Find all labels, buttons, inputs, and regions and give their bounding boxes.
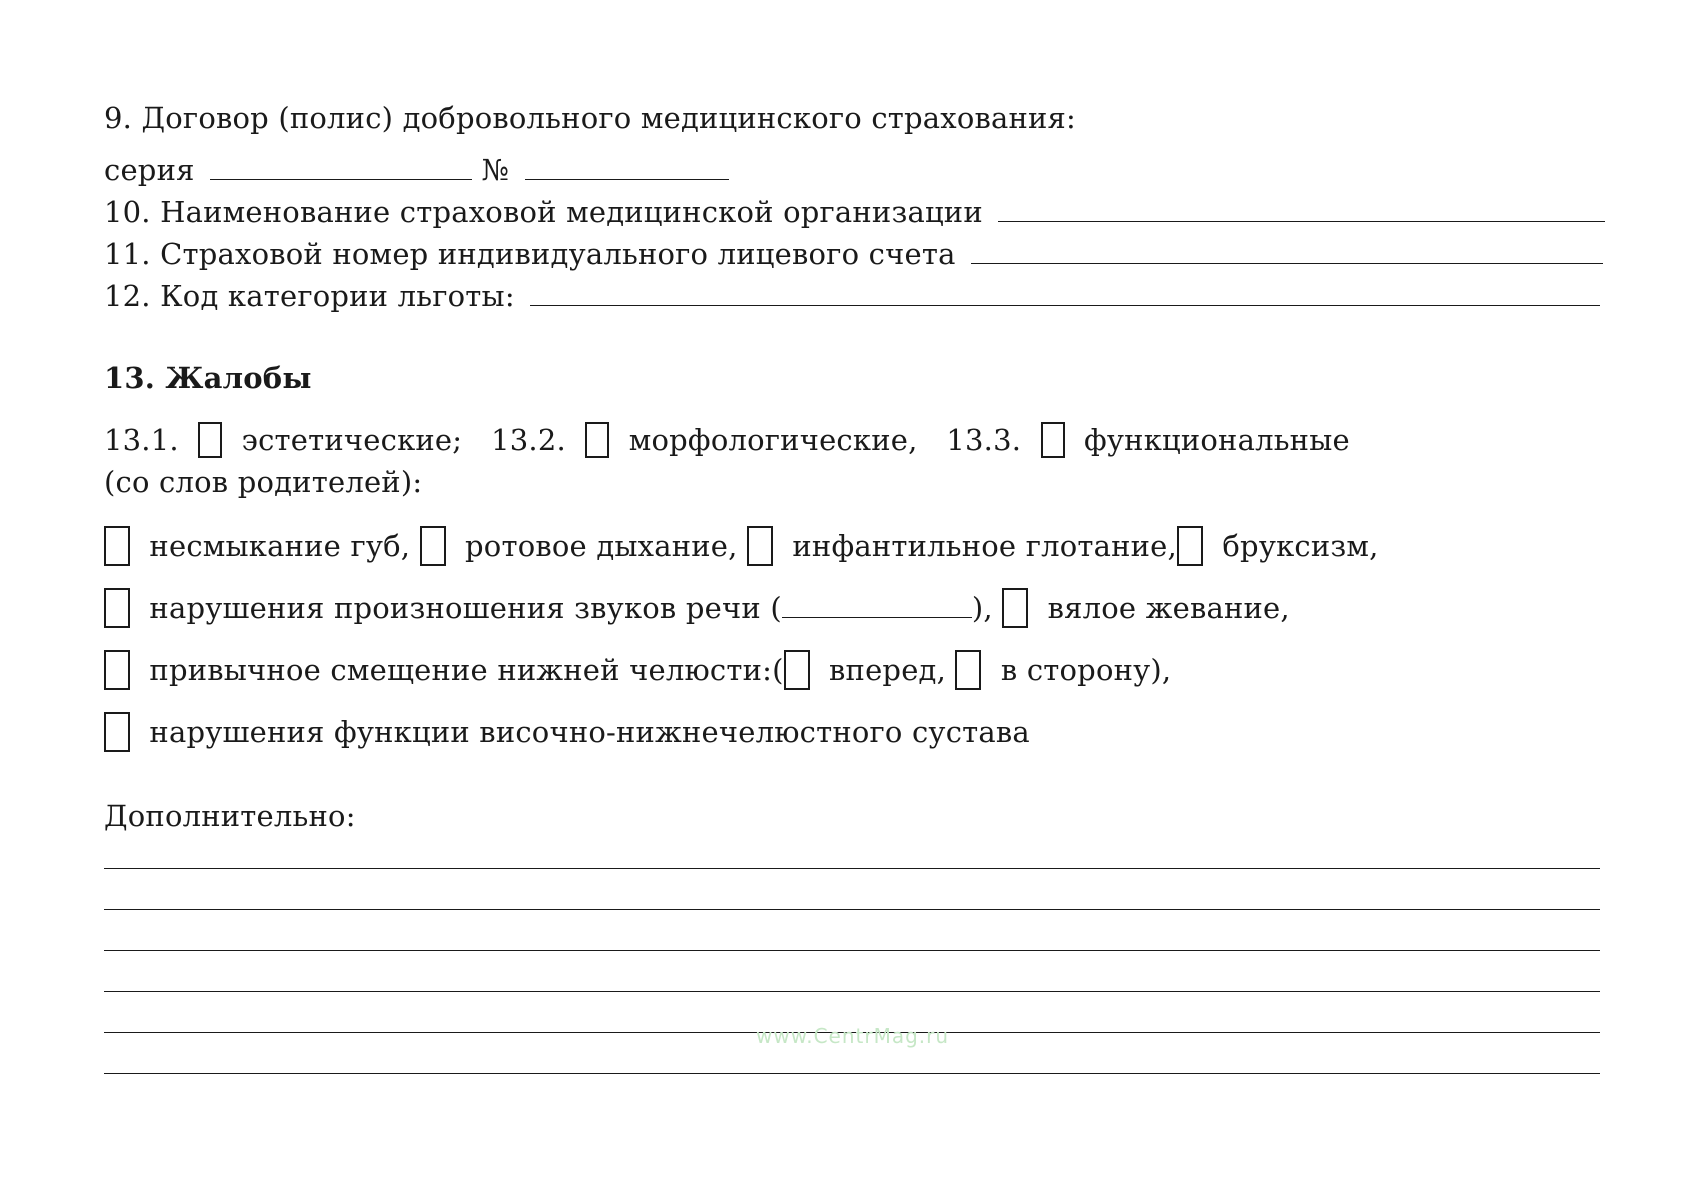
number-field[interactable] <box>525 153 729 180</box>
speech-checkbox[interactable] <box>104 588 130 628</box>
complaint-131-number: 13.1. <box>104 423 179 457</box>
infantile-swallowing-label: инфантильное глотание, <box>792 529 1177 563</box>
benefit-code-label: 12. Код категории льготы: <box>104 279 515 313</box>
jaw-shift-label: привычное смещение нижней челюсти:( <box>149 653 784 687</box>
forward-label: вперед, <box>829 653 947 687</box>
lips-checkbox[interactable] <box>104 526 130 566</box>
tmj-label: нарушения функции височно-нижнечелюстного сустава <box>149 715 1030 749</box>
complaint-133-number: 13.3. <box>946 423 1022 457</box>
infantile-swallowing-checkbox[interactable] <box>747 526 773 566</box>
additional-line-6[interactable] <box>104 1073 1600 1074</box>
additional-line-1[interactable] <box>104 868 1600 869</box>
number-label: № <box>481 153 510 187</box>
sluggish-chewing-checkbox[interactable] <box>1002 588 1028 628</box>
mouth-breathing-label: ротовое дыхание, <box>465 529 738 563</box>
functional-checkbox[interactable] <box>1041 422 1065 458</box>
additional-line-3[interactable] <box>104 950 1600 951</box>
bruxism-checkbox[interactable] <box>1177 526 1203 566</box>
tmj-checkbox[interactable] <box>104 712 130 752</box>
functional-row-4 <box>104 712 1030 752</box>
speech-sounds-field[interactable] <box>782 591 972 618</box>
watermark: www.CentrMag.ru <box>756 1024 950 1048</box>
insurance-org-field[interactable] <box>998 195 1605 222</box>
sluggish-chewing-label: вялое жевание, <box>1047 591 1290 625</box>
morphological-checkbox[interactable] <box>585 422 609 458</box>
functional-row-3 <box>104 650 1171 690</box>
sideways-label: в сторону), <box>1000 653 1172 687</box>
complaint-132-number: 13.2. <box>491 423 566 457</box>
mouth-breathing-checkbox[interactable] <box>420 526 446 566</box>
aesthetic-checkbox[interactable] <box>198 422 222 458</box>
benefit-code-field[interactable] <box>530 279 1600 306</box>
complaint-types-row <box>104 422 1350 458</box>
parents-note-line <box>104 464 422 500</box>
series-field[interactable] <box>210 153 472 180</box>
morphological-label: морфологические, <box>628 423 918 457</box>
policy-series-number-line <box>104 152 729 188</box>
insurance-line-12 <box>104 278 1600 314</box>
functional-row-2 <box>104 588 1290 628</box>
insurance-line-10 <box>104 194 1605 230</box>
insurance-line-9 <box>104 100 1076 136</box>
insurance-line-9-text: 9. Договор (полис) добровольного медицинского страхования: <box>104 101 1077 135</box>
snils-label: 11. Страховой номер индивидуального лицевого счета <box>104 237 956 271</box>
lips-label: несмыкание губ, <box>149 529 411 563</box>
forward-checkbox[interactable] <box>784 650 810 690</box>
complaints-heading <box>104 360 312 396</box>
additional-label-line <box>104 798 356 834</box>
jaw-shift-checkbox[interactable] <box>104 650 130 690</box>
insurance-org-label: 10. Наименование страховой медицинской организации <box>104 195 983 229</box>
additional-label: Дополнительно: <box>104 799 356 833</box>
additional-line-4[interactable] <box>104 991 1600 992</box>
speech-label-end: ), <box>971 591 993 625</box>
additional-line-2[interactable] <box>104 909 1600 910</box>
functional-label: функциональные <box>1084 423 1350 457</box>
sideways-checkbox[interactable] <box>955 650 981 690</box>
speech-label: нарушения произношения звуков речи ( <box>149 591 782 625</box>
snils-field[interactable] <box>971 237 1603 264</box>
bruxism-label: бруксизм, <box>1222 529 1379 563</box>
complaints-heading-text: 13. Жалобы <box>104 361 312 395</box>
functional-row-1 <box>104 526 1379 566</box>
insurance-line-11 <box>104 236 1603 272</box>
aesthetic-label: эстетические; <box>241 423 463 457</box>
series-label: серия <box>104 153 195 187</box>
parents-note: (со слов родителей): <box>104 465 423 499</box>
